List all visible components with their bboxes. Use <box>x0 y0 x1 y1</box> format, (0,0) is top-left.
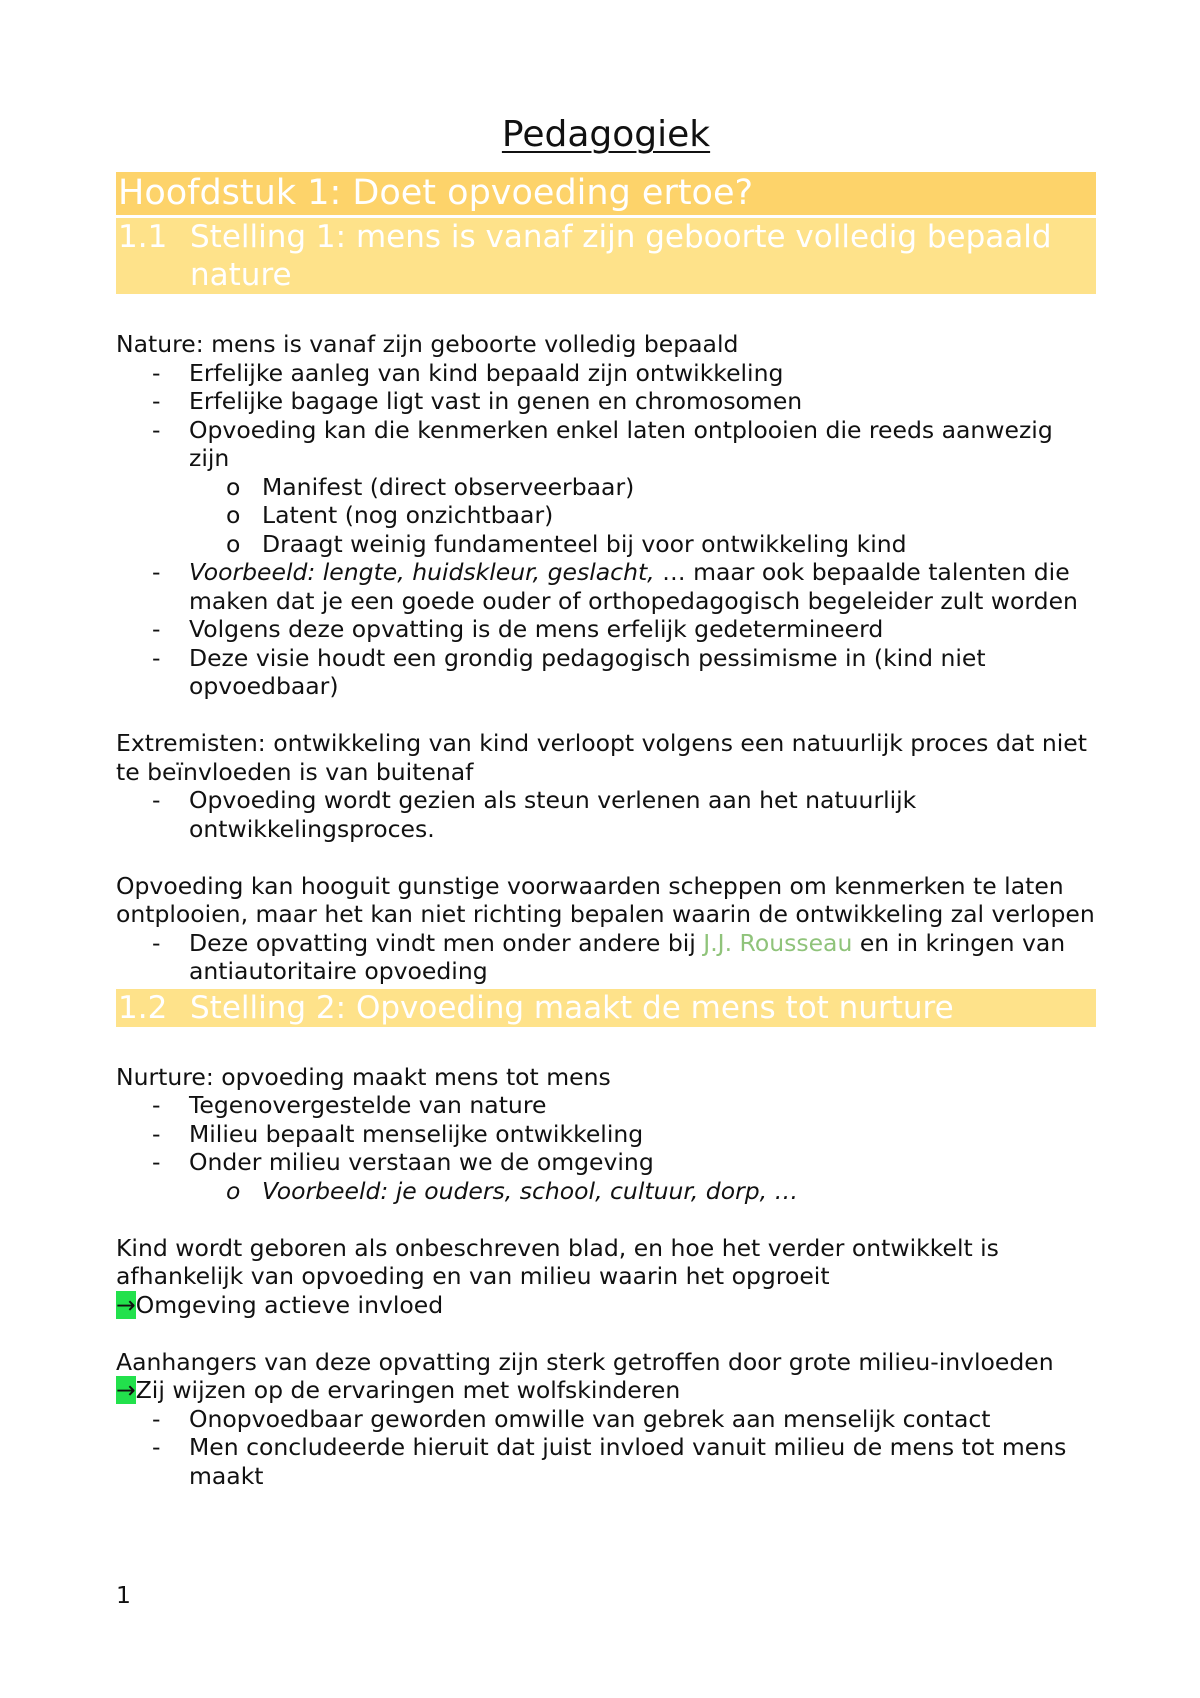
list-item: - Erfelijke bagage ligt vast in genen en chromosomen <box>152 387 803 415</box>
list-item: - Deze opvatting vindt men onder andere bij J.J. Rousseau en in kringen van antiautoritaire opvoeding <box>152 928 1066 985</box>
list-item: - Onder milieu verstaan we de omgeving o Voorbeeld: je ouders, school, cultuur, dorp, … <box>116 1148 1096 1205</box>
nurture-intro: Nurture: opvoeding maakt mens tot mens <box>116 1062 611 1091</box>
opvoeding-paragraph: Opvoeding kan hooguit gunstige voorwaarden scheppen om kenmerken te laten ontplooien, maar het kan niet richting bepalen waarin de ontwikkeling zal verlopen <box>116 871 1095 928</box>
nature-list <box>116 359 1096 701</box>
extremists-paragraph: Extremisten: ontwikkeling van kind verloopt volgens een natuurlijk proces dat niet te beïnvloeden is van buitenaf <box>116 729 1087 786</box>
nurture-list <box>116 1091 1096 1205</box>
list-item: - Men concludeerde hieruit dat juist invloed vanuit milieu de mens tot mens maakt <box>152 1433 1067 1490</box>
nature-intro: Nature: mens is vanaf zijn geboorte volledig bepaald <box>116 330 739 358</box>
list-item: - Tegenovergestelde van nature <box>152 1091 547 1119</box>
list-item: - Onopvoedbaar geworden omwille van gebrek aan menselijk contact <box>152 1404 991 1433</box>
section-title: Stelling 2: Opvoeding maakt de mens tot nurture <box>190 989 954 1026</box>
sub-list-item: o Latent (nog onzichtbaar) <box>226 501 554 529</box>
sub-list-item: o Draagt weinig fundamenteel bij voor ontwikkeling kind <box>226 529 907 558</box>
sub-list <box>189 473 1096 559</box>
rousseau-name: J.J. Rousseau <box>703 928 853 957</box>
sub-list-item: o Manifest (direct observeerbaar) <box>226 472 635 501</box>
wolfskinderen-list <box>116 1405 1096 1491</box>
section-number: 1.1 <box>118 219 168 255</box>
sub-list <box>189 1177 1096 1206</box>
section-title: Stelling 1: mens is vanaf zijn geboorte volledig bepaald nature <box>190 219 1052 293</box>
section-number: 1.2 <box>118 989 168 1026</box>
section-1-heading <box>116 218 1096 294</box>
example-label: Voorbeeld: lengte, huidskleur, geslacht, <box>189 558 655 586</box>
list-item: - Volgens deze opvatting is de mens erfelijk gedetermineerd <box>152 615 884 643</box>
arrow-icon: → <box>116 1376 136 1404</box>
document-title: Pedagogiek <box>501 114 711 155</box>
kind-paragraph: Kind wordt geboren als onbeschreven blad, en hoe het verder ontwikkelt is afhankelijk van opvoeding en van milieu waarin het opgroeit <box>116 1233 999 1290</box>
section-2-heading <box>116 989 1096 1027</box>
list-item: - Deze visie houdt een grondig pedagogisch pessimisme in (kind niet opvoedbaar) <box>152 643 986 700</box>
list-item: - Voorbeeld: lengte, huidskleur, geslacht, … maar ook bepaalde talenten die maken dat je een goede ouder of orthopedagogisch begeleider zult worden <box>152 558 1078 615</box>
list-item: - Milieu bepaalt menselijke ontwikkeling <box>152 1119 644 1148</box>
list-item: - Opvoeding wordt gezien als steun verlenen aan het natuurlijk ontwikkelingsproces. <box>152 786 917 843</box>
list-item: - Opvoeding kan die kenmerken enkel laten ontplooien die reeds aanwezig zijn o Manifest (direct observeerbaar) o Latent (nog onzichtbaar) o Draagt weinig fundamenteel bij voor ontwikkeling kind <box>116 416 1096 559</box>
aanhangers-paragraph: Aanhangers van deze opvatting zijn sterk getroffen door grote milieu-invloeden <box>116 1347 1054 1376</box>
sub-list-item: o Voorbeeld: je ouders, school, cultuur, dorp, … <box>226 1176 799 1205</box>
chapter-heading: Hoofdstuk 1: Doet opvoeding ertoe? <box>116 172 1096 215</box>
arrow-line-1: →Omgeving actieve invloed <box>116 1290 444 1319</box>
page-number: 1 <box>116 1581 131 1609</box>
page-content <box>116 110 1096 1490</box>
rousseau-list <box>116 929 1096 986</box>
arrow-icon: → <box>116 1290 136 1319</box>
extremists-list <box>116 786 1096 843</box>
list-item: - Erfelijke aanleg van kind bepaald zijn ontwikkeling <box>152 358 784 387</box>
arrow-line-2: →Zij wijzen op de ervaringen met wolfskinderen <box>116 1376 681 1404</box>
